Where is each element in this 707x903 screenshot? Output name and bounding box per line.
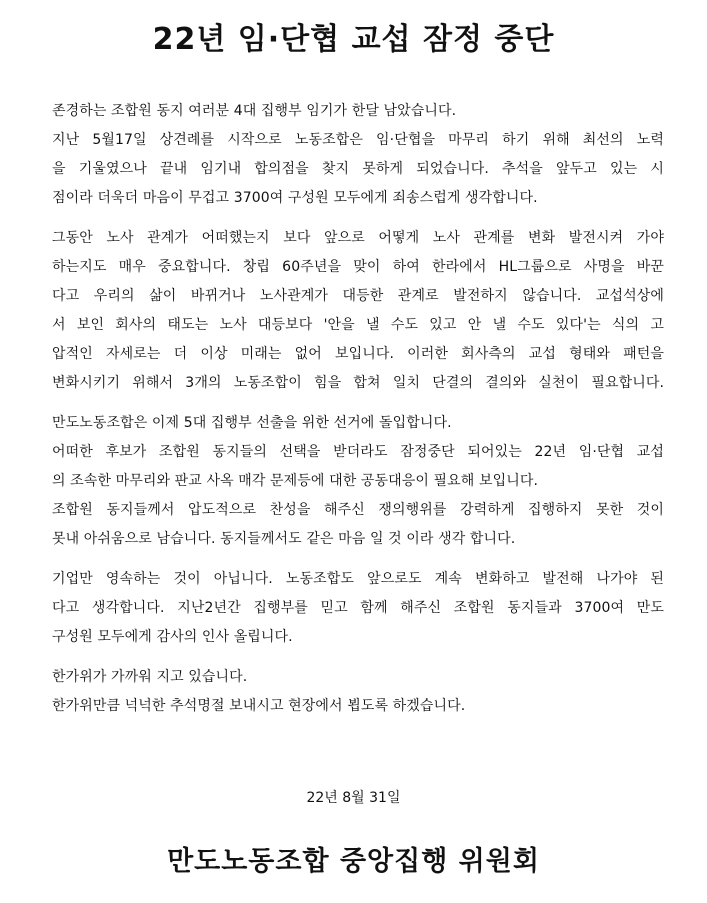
body-line: 을 기울였으나 끝내 임기내 합의점을 찾지 못하게 되었습니다. 추석을 앞두고 있는 시 — [52, 161, 664, 177]
document-date: 22년 8월 31일 — [306, 790, 401, 806]
body-line: 그동안 노사 관계가 어떠했는지 보다 앞으로 어떻게 노사 관계를 변화 발전시켜 가야 — [52, 230, 664, 246]
paragraph-2 — [52, 224, 664, 398]
body-line: 한가위가 가까워 지고 있습니다. — [52, 669, 248, 685]
body-line: 의 조속한 마무리와 판교 사옥 매각 문제등에 대한 공동대응이 필요해 보입니다. — [52, 473, 539, 489]
body-line: 어떠한 후보가 조합원 동지들의 선택을 받더라도 잠정중단 되어있는 22년 임·단협 교섭 — [52, 444, 664, 460]
body-line: 못내 아쉬움으로 남습니다. 동지들께서도 같은 마음 일 것 이라 생각 합니다. — [52, 531, 516, 547]
body-line: 존경하는 조합원 동지 여러분 4대 집행부 임기가 한달 남았습니다. — [52, 103, 457, 119]
paragraph-5 — [52, 663, 664, 721]
body-line: 구성원 모두에게 감사의 인사 올립니다. — [52, 629, 293, 645]
body-line: 하는지도 매우 중요합니다. 창립 60주년을 맞이 하여 한라에서 HL그룹으로 사명을 바꾼 — [52, 259, 664, 275]
body-line: 조합원 동지들께서 압도적으로 찬성을 해주신 쟁의행위를 강력하게 집행하지 못한 것이 — [52, 502, 664, 518]
body-line: 변화시키기 위해서 3개의 노동조합이 힘을 합쳐 일치 단결의 결의와 실천이 필요합니다. — [52, 375, 664, 391]
paragraph-1 — [52, 97, 664, 213]
body-line: 다고 생각합니다. 지난2년간 집행부를 믿고 함께 해주신 조합원 동지들과 3700여 만도 — [52, 600, 664, 616]
body-line: 만도노동조합은 이제 5대 집행부 선출을 위한 선거에 돌입합니다. — [52, 415, 452, 431]
body-line: 기업만 영속하는 것이 아닙니다. 노동조합도 앞으로도 계속 변화하고 발전해 나가야 된 — [52, 571, 664, 587]
paragraph-3 — [52, 409, 664, 554]
signature: 만도노동조합 중앙집행 위원회 — [167, 846, 540, 877]
body-line: 서 보인 회사의 태도는 노사 대등보다 '안을 낼 수도 있고 안 낼 수도 있다'는 식의 고 — [52, 317, 664, 333]
body-line: 지난 5월17일 상견례를 시작으로 노동조합은 임·단협을 마무리 하기 위해 최선의 노력 — [52, 132, 664, 148]
body-line: 한가위만큼 넉넉한 추석명절 보내시고 현장에서 뵙도록 하겠습니다. — [52, 698, 466, 714]
document-title: 22년 임·단협 교섭 잠정 중단 — [152, 22, 555, 57]
body-line: 압적인 자세로는 더 이상 미래는 없어 보입니다. 이러한 회사측의 교섭 형태와 패턴을 — [52, 346, 664, 362]
body-line: 점이라 더욱더 마음이 무겁고 3700여 구성원 모두에게 죄송스럽게 생각합니다. — [52, 190, 538, 206]
paragraph-4 — [52, 565, 664, 652]
document-body — [52, 97, 664, 732]
body-line: 다고 우리의 삶이 바뀌거나 노사관계가 대등한 관계로 발전하지 않습니다. 교섭석상에 — [52, 288, 664, 304]
